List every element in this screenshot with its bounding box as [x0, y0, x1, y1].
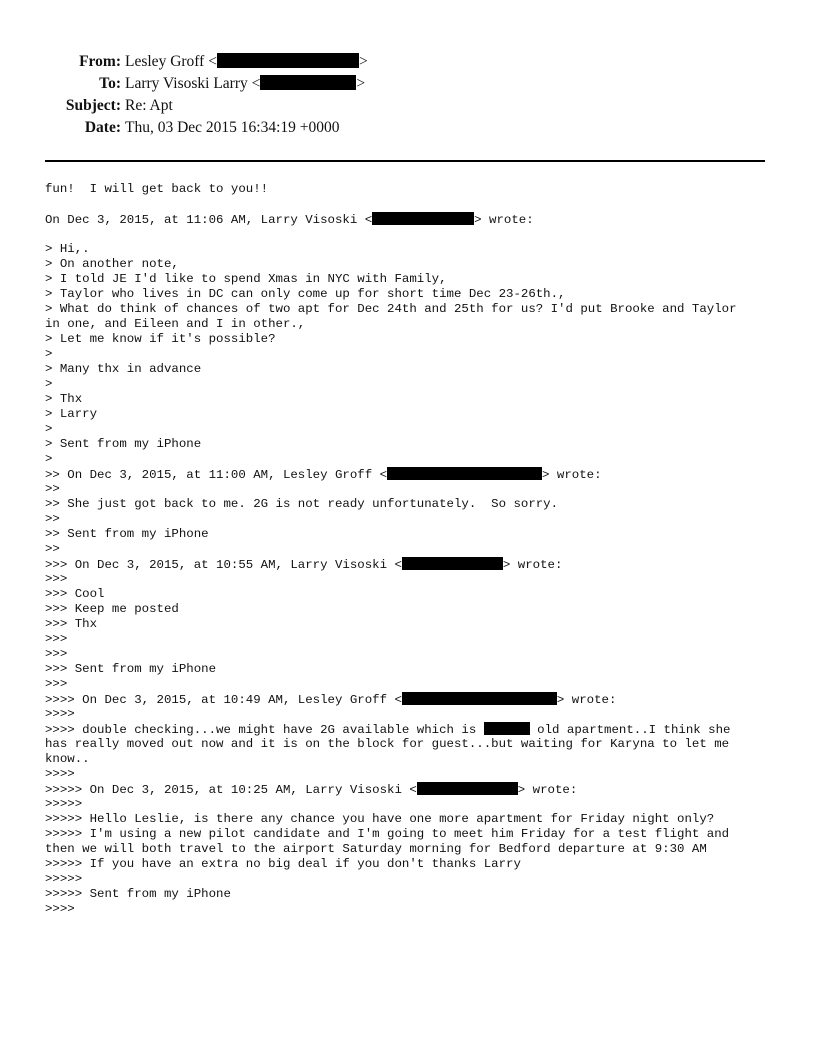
body-line: >>> — [45, 632, 68, 646]
header-divider — [45, 160, 765, 162]
body-line: >>>>> If you have an extra no big deal if you don't thanks Larry — [45, 857, 521, 871]
subject-value: Re: Apt — [125, 97, 173, 114]
body-line — [45, 227, 775, 242]
body-line: > — [45, 452, 53, 466]
body-line: > — [45, 347, 53, 361]
from-row — [0, 51, 600, 73]
body-line: > — [45, 377, 53, 391]
redaction-block — [387, 467, 542, 480]
body-line: >>> Cool — [45, 587, 105, 601]
quote-attribution: >>>> On Dec 3, 2015, at 10:49 AM, Lesley Groff < > wrote: — [45, 693, 617, 707]
body-line: >>> — [45, 677, 68, 691]
quote-attribution: >> On Dec 3, 2015, at 11:00 AM, Lesley Groff < > wrote: — [45, 468, 602, 482]
body-line: >>>> — [45, 902, 75, 916]
redaction-block — [260, 75, 356, 90]
subject-row — [0, 95, 600, 117]
body-line: >> Sent from my iPhone — [45, 527, 209, 541]
redaction-block — [484, 722, 530, 735]
body-line: > Sent from my iPhone — [45, 437, 202, 451]
body-line: > Thx — [45, 392, 83, 406]
body-line: in one, and Eileen and I in other., — [45, 317, 306, 331]
body-line: >>>>> — [45, 797, 83, 811]
date-value: Thu, 03 Dec 2015 16:34:19 +0000 — [125, 119, 340, 136]
body-line: > On another note, — [45, 257, 179, 271]
redaction-block — [402, 692, 557, 705]
body-line: has really moved out now and it is on the block for guest...but waiting for Karyna to let me — [45, 737, 730, 751]
body-line: > Taylor who lives in DC can only come up for short time Dec 23-26th., — [45, 287, 566, 301]
body-line: > I told JE I'd like to spend Xmas in NYC with Family, — [45, 272, 447, 286]
body-line: >>>>> Hello Leslie, is there any chance you have one more apartment for Friday night only? — [45, 812, 715, 826]
date-row — [0, 117, 600, 139]
body-line: >>>> — [45, 707, 75, 721]
to-row — [0, 73, 600, 95]
body-line: >>>> — [45, 767, 75, 781]
body-line: >> — [45, 482, 60, 496]
to-value: Larry Visoski Larry < — [125, 75, 261, 92]
quote-attribution: >>>>> On Dec 3, 2015, at 10:25 AM, Larry Visoski < > wrote: — [45, 783, 578, 797]
body-line: >> — [45, 512, 60, 526]
quote-attribution: >>> On Dec 3, 2015, at 10:55 AM, Larry Visoski < > wrote: — [45, 558, 563, 572]
date-label: Date: — [84, 119, 121, 136]
body-line: > Hi,. — [45, 242, 90, 256]
quote-attribution: On Dec 3, 2015, at 11:06 AM, Larry Visoski < > wrote: — [45, 213, 534, 227]
body-line: >>> Thx — [45, 617, 98, 631]
redaction-block — [417, 782, 518, 795]
redaction-block — [402, 557, 503, 570]
body-line: fun! I will get back to you!! — [45, 182, 269, 196]
from-close: > — [358, 53, 368, 70]
body-line: >> She just got back to me. 2G is not ready unfortunately. So sorry. — [45, 497, 559, 511]
body-line: > — [45, 422, 53, 436]
body-line: >>>>> Sent from my iPhone — [45, 887, 231, 901]
body-line: know.. — [45, 752, 90, 766]
body-line: >>> — [45, 572, 68, 586]
to-close: > — [356, 75, 366, 92]
body-line: >>> Keep me posted — [45, 602, 179, 616]
body-line: then we will both travel to the airport Saturday morning for Bedford departure at 9:30 AM — [45, 842, 707, 856]
body-line: >>>>> I'm using a new pilot candidate and I'm going to meet him Friday for a test flight and — [45, 827, 730, 841]
redaction-block — [217, 53, 359, 68]
body-line: >>> — [45, 647, 68, 661]
redaction-block — [372, 212, 474, 225]
body-line: >>>> double checking...we might have 2G available which is old apartment..I think she — [45, 723, 731, 737]
body-line: >>> Sent from my iPhone — [45, 662, 217, 676]
email-body — [45, 182, 775, 917]
to-label: To: — [99, 75, 121, 92]
body-line — [45, 197, 775, 212]
body-line: >> — [45, 542, 60, 556]
body-line: > What do think of chances of two apt for Dec 24th and 25th for us? I'd put Brooke and Taylor — [45, 302, 737, 316]
body-line: > Let me know if it's possible? — [45, 332, 276, 346]
body-line: > Many thx in advance — [45, 362, 202, 376]
body-line: >>>>> — [45, 872, 83, 886]
body-line: > Larry — [45, 407, 98, 421]
from-value: Lesley Groff < — [125, 53, 217, 70]
from-label: From: — [79, 53, 121, 70]
subject-label: Subject: — [65, 97, 121, 114]
